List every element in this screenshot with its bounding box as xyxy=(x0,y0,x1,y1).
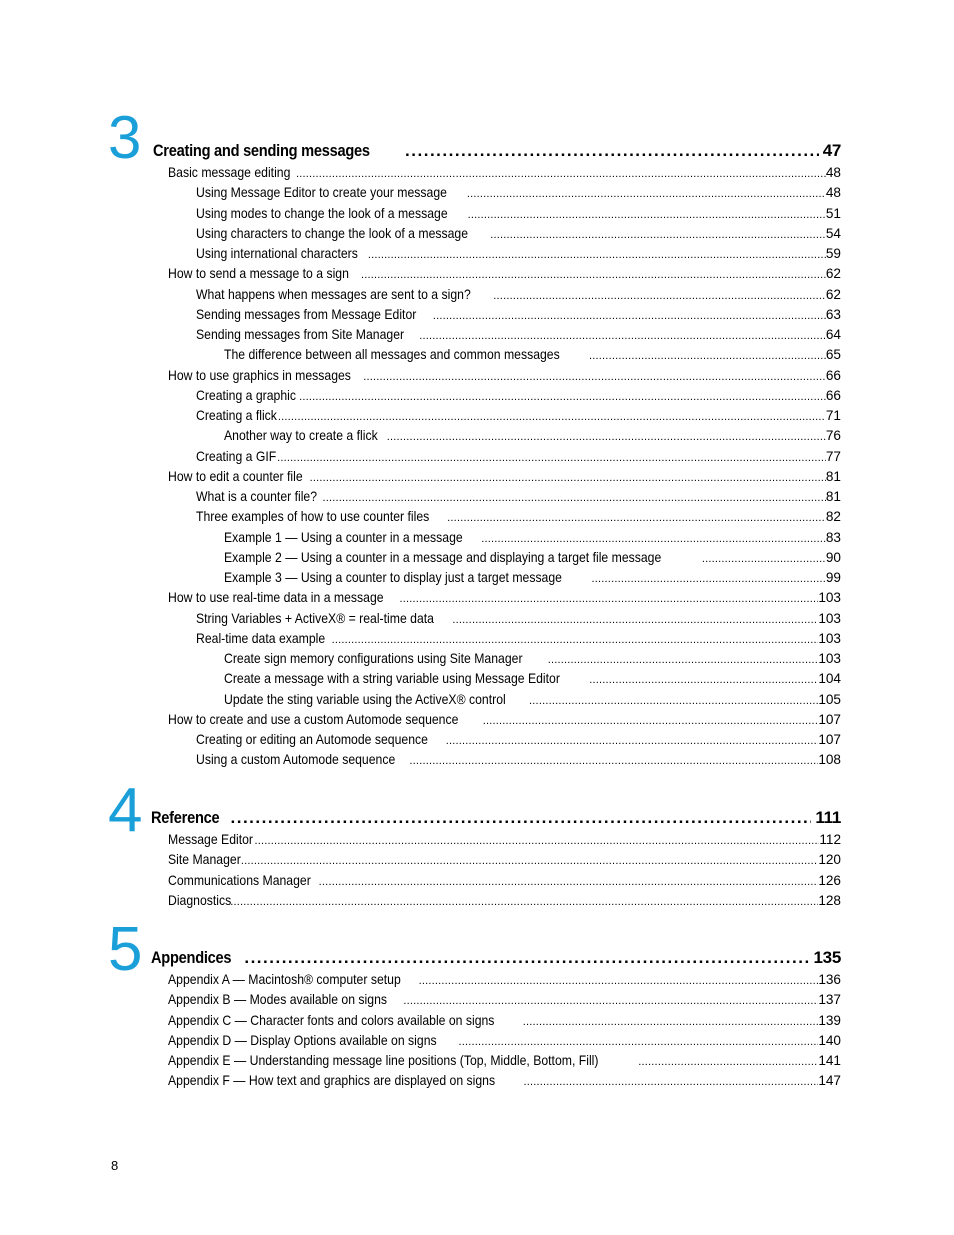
toc-entry-title: Real-time data example xyxy=(196,630,326,646)
dot-leader xyxy=(419,971,819,991)
toc-entry-title: Another way to create a flick xyxy=(224,428,378,444)
toc-entry-page: 147 xyxy=(818,1073,841,1089)
dot-leader xyxy=(231,808,812,828)
dot-leader xyxy=(468,205,826,225)
toc-entry-title: Creating a graphic xyxy=(196,387,296,403)
toc-entry-title: Example 3 — Using a counter to display just a target message xyxy=(224,570,562,585)
dot-leader xyxy=(332,630,819,650)
toc-entry-title: Sending messages from Site Manager xyxy=(196,327,405,342)
toc-entry-title: Appendix A — Macintosh® computer setup xyxy=(168,972,401,987)
toc-entry[interactable] xyxy=(168,1011,841,1031)
toc-entry[interactable] xyxy=(196,204,841,224)
toc-entry-title: Create a message with a string variable using Message Editor xyxy=(224,671,560,687)
toc-entry[interactable] xyxy=(224,426,841,446)
dot-leader xyxy=(409,751,818,771)
chapter-title: Creating and sending messages xyxy=(153,141,370,160)
toc-entry-title: How to send a message to a sign xyxy=(168,266,349,282)
toc-entry-page: 128 xyxy=(818,892,841,908)
toc-entry[interactable] xyxy=(196,447,841,467)
chapter-page-number: 47 xyxy=(822,141,841,160)
chapter-number: 5 xyxy=(108,915,143,984)
toc-entry-page: 54 xyxy=(825,225,841,241)
dot-leader xyxy=(361,265,826,285)
toc-entry-title: Appendix E — Understanding message line positions (Top, Middle, Bottom, Fill) xyxy=(168,1053,599,1068)
toc-entry[interactable] xyxy=(168,1051,841,1071)
toc-entry[interactable] xyxy=(168,990,841,1010)
toc-entry-page: 90 xyxy=(825,549,841,565)
chapter-page-number: 135 xyxy=(813,948,841,967)
toc-entry-title: What is a counter file? xyxy=(196,489,318,504)
toc-entry-title: Three examples of how to use counter files xyxy=(196,509,430,525)
dot-leader xyxy=(452,610,818,630)
toc-entry-page: 66 xyxy=(825,367,841,383)
toc-entry[interactable] xyxy=(224,690,841,710)
dot-leader xyxy=(403,991,818,1011)
toc-entry[interactable] xyxy=(196,285,841,305)
toc-entry-title: Appendix C — Character fonts and colors available on signs xyxy=(168,1012,495,1028)
toc-entry-page: 83 xyxy=(825,529,841,545)
toc-entry-page: 112 xyxy=(819,832,841,847)
toc-entry[interactable] xyxy=(196,609,841,629)
dot-leader xyxy=(368,245,826,265)
toc-entry[interactable] xyxy=(168,891,841,911)
toc-entry-page: 81 xyxy=(825,489,841,504)
toc-entry-title: Using modes to change the look of a message xyxy=(196,205,448,221)
toc-entry-title: Sending messages from Message Editor xyxy=(196,306,417,322)
toc-entry[interactable] xyxy=(196,629,841,649)
toc-entry[interactable] xyxy=(224,649,841,669)
toc-entry-page: 66 xyxy=(825,387,841,403)
toc-entry[interactable] xyxy=(196,406,841,426)
toc-entry-title: Basic message editing xyxy=(168,165,291,180)
toc-entry-page: 107 xyxy=(818,732,841,747)
toc-entry[interactable] xyxy=(168,710,841,730)
dot-leader xyxy=(299,387,826,407)
chapter-heading[interactable] xyxy=(151,948,841,968)
toc-entry-page: 48 xyxy=(825,165,841,180)
dot-leader xyxy=(387,427,826,447)
toc-entry-title: Creating a GIF xyxy=(196,448,277,464)
toc-entry-page: 108 xyxy=(818,752,841,768)
toc-entry-title: Creating or editing an Automode sequence xyxy=(196,732,428,747)
dot-leader xyxy=(310,468,826,488)
toc-entry[interactable] xyxy=(196,386,841,406)
toc-entry-title: Using Message Editor to create your message xyxy=(196,185,447,201)
dot-leader xyxy=(323,488,826,508)
toc-entry-page: 62 xyxy=(825,266,841,282)
toc-entry-title: Using a custom Automode sequence xyxy=(196,752,396,768)
dot-leader xyxy=(702,549,826,569)
toc-entry-title: Update the sting variable using the ActiveX® control xyxy=(224,691,506,707)
toc-entry-page: 62 xyxy=(825,286,841,302)
toc-entry-page: 107 xyxy=(818,711,841,727)
toc-entry-page: 104 xyxy=(818,671,841,687)
page-number: 8 xyxy=(111,1158,119,1173)
toc-entry[interactable] xyxy=(168,830,841,850)
toc-entry[interactable] xyxy=(168,588,841,608)
dot-leader xyxy=(523,1012,819,1032)
toc-entry[interactable] xyxy=(168,264,841,284)
toc-entry[interactable] xyxy=(168,1071,841,1091)
dot-leader xyxy=(490,225,826,245)
dot-leader xyxy=(548,650,819,670)
toc-entry-title: Using international characters xyxy=(196,246,358,261)
toc-entry-title: Message Editor xyxy=(168,832,254,847)
toc-entry[interactable] xyxy=(224,345,841,365)
toc-entry-page: 59 xyxy=(825,246,841,261)
toc-entry[interactable] xyxy=(168,1031,841,1051)
toc-entry-title: Appendix B — Modes available on signs xyxy=(168,992,387,1008)
dot-leader xyxy=(481,529,826,549)
toc-entry[interactable] xyxy=(168,467,841,487)
toc-entry-title: Creating a flick xyxy=(196,408,277,423)
dot-leader xyxy=(446,731,819,751)
toc-entry-title: How to use graphics in messages xyxy=(168,367,351,383)
toc-entry-page: 71 xyxy=(825,408,841,423)
toc-entry-page: 51 xyxy=(825,205,841,221)
dot-leader xyxy=(241,851,818,871)
toc-entry-page: 103 xyxy=(818,651,841,666)
dot-leader xyxy=(319,872,819,892)
dot-leader xyxy=(592,569,826,589)
toc-entry[interactable] xyxy=(196,750,841,770)
dot-leader xyxy=(467,184,826,204)
toc-entry-title: Diagnostics xyxy=(168,892,232,908)
toc-entry[interactable] xyxy=(196,244,841,264)
toc-entry-page: 120 xyxy=(818,852,841,868)
toc-entry-page: 76 xyxy=(825,428,841,444)
toc-entry-page: 140 xyxy=(818,1032,841,1048)
toc-entry-page: 103 xyxy=(818,630,841,646)
toc-entry-title: How to edit a counter file xyxy=(168,468,303,484)
toc-entry[interactable] xyxy=(196,487,841,507)
dot-leader xyxy=(296,164,826,184)
toc-entry-page: 126 xyxy=(818,872,841,888)
chapter-page-number: 111 xyxy=(815,808,841,827)
dot-leader xyxy=(419,326,826,346)
dot-leader xyxy=(400,589,819,609)
toc-entry-page: 136 xyxy=(818,972,841,987)
dot-leader xyxy=(458,1032,818,1052)
toc-entry-page: 77 xyxy=(825,448,841,464)
dot-leader xyxy=(523,1072,818,1092)
toc-entry[interactable] xyxy=(168,163,841,183)
toc-entry-page: 82 xyxy=(825,509,841,525)
toc-entry[interactable] xyxy=(196,183,841,203)
dot-leader xyxy=(529,691,818,711)
toc-entry[interactable] xyxy=(196,507,841,527)
toc-entry-title: Example 1 — Using a counter in a message xyxy=(224,529,463,545)
dot-leader xyxy=(230,892,818,912)
toc-entry-title: How to create and use a custom Automode sequence xyxy=(168,711,459,727)
toc-entry-title: Example 2 — Using a counter in a message and displaying a target file message xyxy=(224,549,662,565)
toc-entry[interactable] xyxy=(196,305,841,325)
dot-leader xyxy=(244,948,809,968)
chapter-number: 4 xyxy=(108,776,143,845)
toc-entry-title: Create sign memory configurations using Site Manager xyxy=(224,651,523,666)
dot-leader xyxy=(447,508,826,528)
toc-entry-title: Site Manager xyxy=(168,852,241,868)
chapter-heading[interactable] xyxy=(153,141,841,161)
dot-leader xyxy=(363,367,826,387)
chapter-title: Reference xyxy=(151,808,220,827)
toc-entry-title: What happens when messages are sent to a sign? xyxy=(196,286,471,302)
toc-entry[interactable] xyxy=(168,970,841,990)
toc-entry[interactable] xyxy=(168,871,841,891)
dot-leader xyxy=(589,670,818,690)
toc-entry-page: 81 xyxy=(825,468,841,484)
dot-leader xyxy=(483,711,819,731)
dot-leader xyxy=(493,286,826,306)
dot-leader xyxy=(638,1052,818,1072)
toc-entry[interactable] xyxy=(168,366,841,386)
dot-leader xyxy=(589,346,826,366)
toc-entry-page: 137 xyxy=(818,992,841,1008)
dot-leader xyxy=(405,141,819,161)
dot-leader xyxy=(277,448,826,468)
toc-entry-page: 139 xyxy=(818,1012,841,1028)
dot-leader xyxy=(278,407,826,427)
toc-entry[interactable] xyxy=(196,224,841,244)
toc-entry[interactable] xyxy=(224,528,841,548)
chapter-title: Appendices xyxy=(151,948,232,967)
dot-leader xyxy=(254,831,819,851)
toc-entry-title: Communications Manager xyxy=(168,872,311,888)
toc-entry-page: 105 xyxy=(818,691,841,707)
chapter-heading[interactable] xyxy=(151,808,841,828)
toc-entry-title: How to use real-time data in a message xyxy=(168,590,384,606)
toc-entry[interactable] xyxy=(196,325,841,345)
toc-entry[interactable] xyxy=(224,548,841,568)
toc-entry-page: 64 xyxy=(825,327,841,342)
toc-entry-title: Appendix F — How text and graphics are displayed on signs xyxy=(168,1073,496,1089)
toc-entry-title: The difference between all messages and common messages xyxy=(224,347,560,363)
toc-entry-page: 65 xyxy=(825,347,841,363)
toc-entry-page: 103 xyxy=(818,610,841,626)
toc-entry-title: String Variables + ActiveX® = real-time data xyxy=(196,610,434,626)
toc-entry-page: 63 xyxy=(825,306,841,322)
toc-entry[interactable] xyxy=(168,850,841,870)
toc-entry-page: 141 xyxy=(818,1053,841,1068)
toc-entry-page: 48 xyxy=(825,185,841,201)
dot-leader xyxy=(433,306,826,326)
toc-entry[interactable] xyxy=(224,669,841,689)
toc-entry-title: Using characters to change the look of a message xyxy=(196,225,469,241)
toc-entry[interactable] xyxy=(224,568,841,588)
toc-entry-title: Appendix D — Display Options available on signs xyxy=(168,1032,437,1048)
chapter-number: 3 xyxy=(108,104,142,171)
toc-entry-page: 99 xyxy=(825,570,841,585)
toc-entry[interactable] xyxy=(196,730,841,750)
toc-entry-page: 103 xyxy=(818,590,841,606)
